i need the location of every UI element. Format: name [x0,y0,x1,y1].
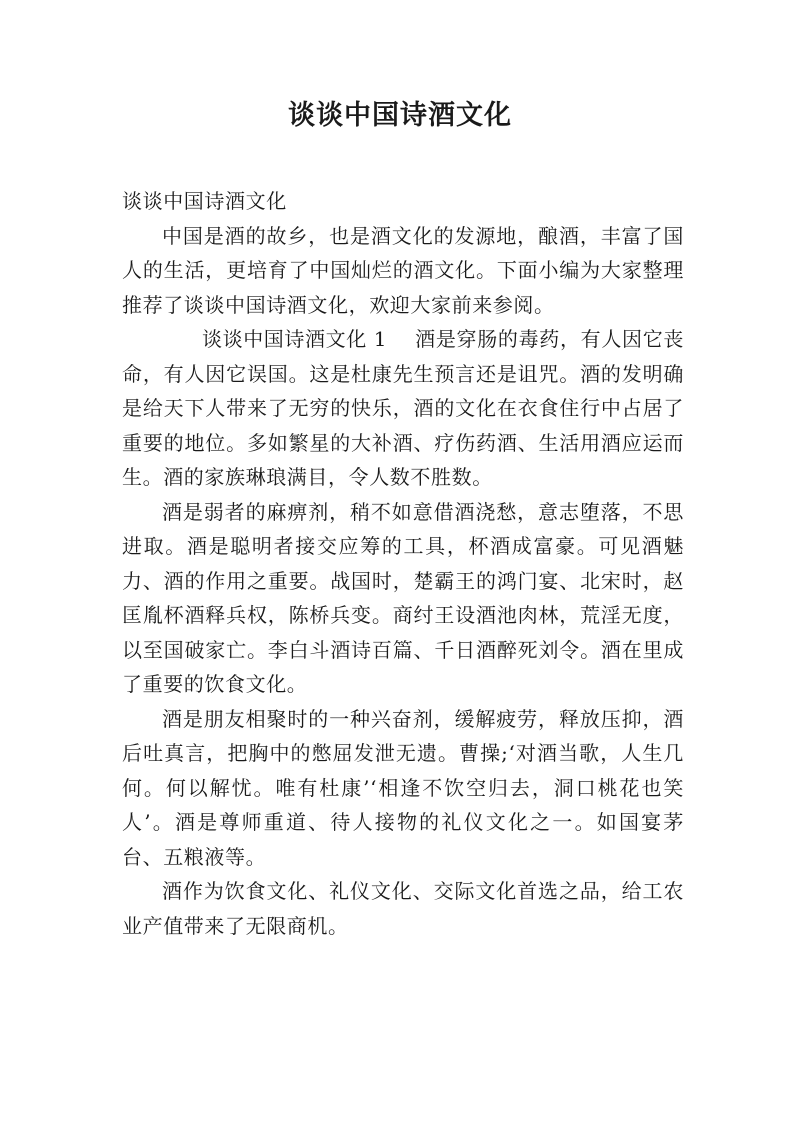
paragraph-5 [122,874,684,943]
paragraph-4 [122,702,684,875]
document-body [122,184,684,943]
paragraph-2 [122,322,684,495]
section-heading: 谈谈中国诗酒文化 1 [202,327,388,351]
document-subtitle: 谈谈中国诗酒文化 [122,189,287,213]
paragraph-3 [122,495,684,702]
paragraph-text: 中国是酒的故乡，也是酒文化的发源地，酿酒，丰富了国人的生活，更培育了中国灿烂的酒文化。下面小编为大家整理推荐了谈谈中国诗酒文化，欢迎大家前来参阅。 [122,223,684,317]
document-title: 谈谈中国诗酒文化 [288,100,512,131]
paragraph-text: 酒是穿肠的毒药，有人因它丧命，有人因它误国。这是杜康先生预言还是诅咒。酒的发明确是给天下人带来了无穷的快乐，酒的文化在衣食住行中占居了重要的地位。多如繁星的大补酒、疗伤药酒、生活用酒应运而生。酒的家族琳琅满目，令人数不胜数。 [122,327,684,489]
paragraph-text: 酒作为饮食文化、礼仪文化、交际文化首选之品，给工农业产值带来了无限商机。 [122,879,684,938]
paragraph-1 [122,219,684,323]
paragraph-text: 酒是朋友相聚时的一种兴奋剂，缓解疲劳，释放压抑，酒后吐真言，把胸中的憋屈发泄无遗。曹操;‘对酒当歌，人生几何。何以解忧。唯有杜康’‘相逢不饮空归去，洞口桃花也笑人’。酒是尊师重道、待人接物的礼仪文化之一。如国宴茅台、五粮液等。 [122,706,684,869]
paragraph-text: 酒是弱者的麻痹剂，稍不如意借酒浇愁，意志堕落，不思进取。酒是聪明者接交应筹的工具，杯酒成富豪。可见酒魅力、酒的作用之重要。战国时，楚霸王的鸿门宴、北宋时，赵匡胤杯酒释兵权，陈桥兵变。商纣王设酒池肉林，荒淫无度，以至国破家亡。李白斗酒诗百篇、千日酒醉死刘令。酒在里成了重要的饮食文化。 [122,499,684,696]
